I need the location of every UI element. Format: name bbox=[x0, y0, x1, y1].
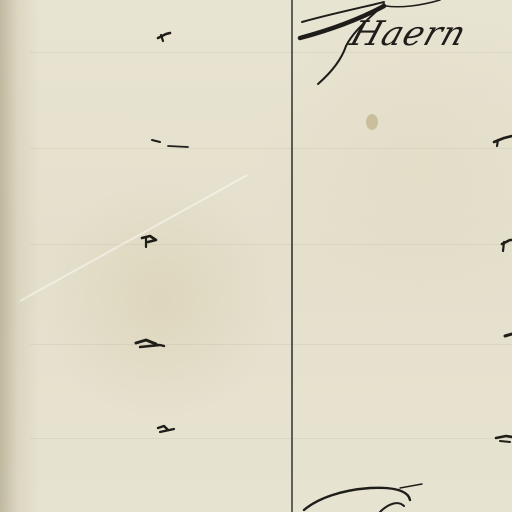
left-ditto-mark bbox=[136, 340, 164, 347]
right-ditto-mark bbox=[502, 240, 512, 251]
right-ditto-mark bbox=[505, 334, 512, 336]
left-ditto-mark bbox=[158, 33, 170, 41]
left-ditto-mark bbox=[152, 140, 188, 147]
handwritten-word: Haern bbox=[345, 14, 472, 54]
right-ditto-mark bbox=[494, 136, 512, 146]
handwritten-flourish bbox=[304, 484, 422, 512]
left-ditto-mark bbox=[158, 426, 174, 432]
right-ditto-mark bbox=[496, 436, 512, 442]
left-ditto-mark bbox=[142, 236, 156, 247]
